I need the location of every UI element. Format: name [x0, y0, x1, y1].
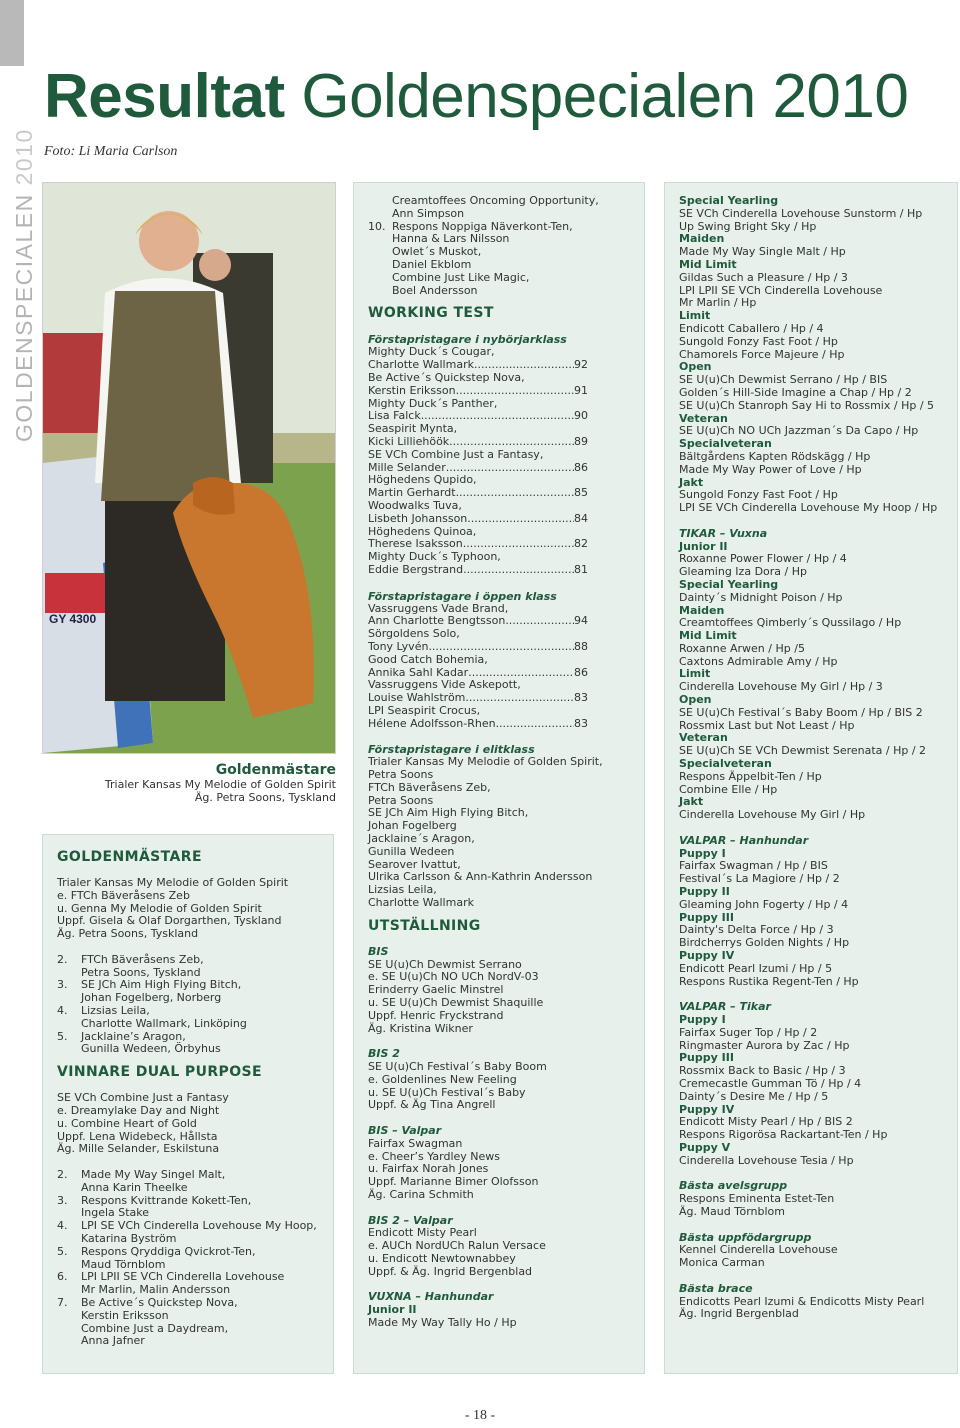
class-label: Puppy III — [679, 1051, 734, 1065]
result-line: u. SE U(u)Ch Festival´s Baby — [368, 1085, 526, 1099]
caption-line: Trialer Kansas My Melodie of Golden Spirit — [104, 778, 336, 791]
class-label: Limit — [679, 667, 711, 681]
result-line: Endicotts Pearl Izumi & Endicotts Misty Pearl — [679, 1294, 925, 1308]
placing: 4. Lizsias Leila, Charlotte Wallmark, Linköping — [57, 1003, 247, 1030]
result-line: SE U(u)Ch Dewmist Serrano — [368, 957, 522, 971]
placing: 4. LPI SE VCh Cinderella Lovehouse My Hoop, Katarina Byström — [57, 1219, 317, 1245]
result-line: Gleaming John Fogerty / Hp / 4 — [679, 897, 849, 911]
result-line: Uppf. Gisela & Olaf Dorgarthen, Tyskland — [57, 914, 282, 928]
class-label: Maiden — [679, 603, 725, 617]
owner-name: Ann Charlotte Bengtsson — [368, 614, 506, 628]
subsection-title: Förstapristagare i öppen klass — [368, 589, 557, 603]
owner-name: Kerstin Eriksson — [368, 383, 456, 397]
working-test-box — [353, 182, 645, 1374]
awards-list — [679, 1168, 943, 1322]
result-line: Johan Fogelberg — [368, 819, 457, 833]
winner-photo — [42, 182, 336, 754]
result-line: e. Cheer’s Yardley News — [368, 1149, 501, 1163]
score-value: 82 — [574, 537, 588, 551]
result-line: Made My Way Tally Ho / Hp — [368, 1315, 517, 1329]
placing: 6. LPI LPII SE VCh Cinderella Lovehouse Mr Marlin, Malin Andersson — [57, 1270, 285, 1297]
award-title: Bästa brace — [679, 1281, 753, 1295]
result-line: Endicott Caballero / Hp / 4 — [679, 321, 824, 335]
class-label: Special Yearling — [679, 194, 779, 207]
result-line: Uppf. & Äg Tina Angrell — [368, 1098, 496, 1112]
dog-name: SE VCh Combine Just a Fantasy, — [368, 447, 544, 461]
result-line: e. AUCh NordUCh Ralun Versace — [368, 1239, 546, 1253]
owner-name: Louise Wahlström — [368, 691, 466, 705]
result-line: Endicott Misty Pearl / Hp / BIS 2 — [679, 1115, 853, 1129]
result-line: Charlotte Wallmark — [368, 896, 474, 910]
result-line: Äg. Kristina Wikner — [368, 1021, 473, 1035]
class-label: Jakt — [679, 475, 704, 489]
class-label: Puppy II — [679, 885, 730, 899]
result-line: e. SE U(u)Ch NO UCh NordV-03 — [368, 970, 539, 984]
dog-name: Vassruggens Vade Brand, — [368, 601, 509, 615]
result-line: SE U(u)Ch Stanroph Say Hi to Rossmix / Hp / 5 — [679, 398, 935, 412]
result-line: Erinderry Gaelic Minstrel — [368, 983, 504, 997]
dog-name: Höghedens Quinoa, — [368, 524, 477, 538]
result-line: Respons Eminenta Estet-Ten — [679, 1192, 835, 1206]
group-title: BIS – Valpar — [368, 1124, 442, 1137]
result-line: Gunilla Wedeen — [368, 844, 455, 858]
placing: 10. Respons Noppiga Näverkont-Ten, Hanna & Lars Nilsson Owlet´s Muskot, Daniel Ekblom Combine Just Like Magic, Boel Andersson — [368, 219, 573, 297]
score-value: 83 — [574, 691, 588, 705]
result-line: Uppf. Marianne Bimer Olofsson — [368, 1175, 539, 1189]
result-line: Searover Ivattut, — [368, 857, 461, 871]
result-line: Dainty´s Desire Me / Hp / 5 — [679, 1089, 829, 1103]
section-heading: GOLDENMÄSTARE — [57, 849, 202, 865]
class-label: Limit — [679, 309, 711, 323]
dog-name: Vassruggens Vide Askepott, — [368, 678, 521, 692]
result-line: Dainty's Delta Force / Hp / 3 — [679, 923, 834, 937]
class-label: Puppy IV — [679, 949, 735, 963]
class-label: Junior II — [679, 539, 728, 553]
result-line: Rossmix Last but Not Least / Hp — [679, 718, 855, 732]
section-heading: VINNARE DUAL PURPOSE — [57, 1064, 262, 1081]
result-line: u. Combine Heart of Gold — [57, 1116, 197, 1130]
score-row — [368, 436, 588, 449]
result-line: e. Goldenlines New Feeling — [368, 1072, 517, 1086]
owner-name: Lisbeth Johansson — [368, 511, 468, 525]
placing: 3. SE JCh Aim High Flying Bitch, Johan Fogelberg, Norberg — [57, 978, 242, 1005]
owner-name: Martin Gerhardt — [368, 486, 456, 500]
result-line: Cinderella Lovehouse My Girl / Hp / 3 — [679, 680, 883, 694]
placing: 5. Respons Qryddiga Qvickrot-Ten, Maud Törnblom — [57, 1244, 256, 1271]
vertical-magazine-title: GOLDENSPECIALEN 2010 — [11, 128, 37, 442]
dot-leader — [456, 385, 574, 398]
spacer — [679, 1270, 943, 1283]
valpar-han-list — [679, 848, 943, 989]
owner-name: Tony Lyvén — [368, 639, 429, 653]
score-value: 91 — [574, 383, 588, 397]
result-line: Ulrika Carlsson & Ann-Kathrin Andersson — [368, 870, 593, 884]
group-title: BIS — [368, 944, 389, 958]
result-line: SE VCh Cinderella Lovehouse Sunstorm / Hp — [679, 206, 923, 220]
result-line: SE U(u)Ch Dewmist Serrano / Hp / BIS — [679, 373, 888, 387]
result-line: Äg. Ingrid Bergenblad — [679, 1307, 799, 1321]
class-label: Specialveteran — [679, 437, 772, 451]
result-line: Gleaming Iza Dora / Hp — [679, 565, 807, 579]
dot-leader — [456, 487, 574, 500]
photo-caption — [100, 762, 336, 804]
result-line: SE VCh Combine Just a Fantasy — [57, 1091, 229, 1105]
dot-leader — [467, 513, 574, 526]
result-line: SE JCh Aim High Flying Bitch, — [368, 806, 529, 820]
result-line: LPI SE VCh Cinderella Lovehouse My Hoop / Hp — [679, 501, 938, 515]
score-row — [368, 692, 588, 705]
owner-name: Eddie Bergstrand — [368, 562, 464, 576]
placing: 5. Jacklaine’s Aragon, Gunilla Wedeen, Örbyhus — [57, 1029, 221, 1056]
group-title: VALPAR – Hanhundar — [679, 833, 809, 847]
dot-leader — [505, 615, 574, 628]
class-label: Open — [679, 693, 712, 707]
result-line: Äg. Mille Selander, Eskilstuna — [57, 1142, 220, 1156]
placing: 7. Be Active´s Quickstep Nova, Kerstin Eriksson Combine Just a Daydream, Anna Jafner — [57, 1295, 238, 1348]
group-title: VALPAR – Tikar — [679, 1000, 771, 1014]
owner-name: Charlotte Wallmark — [368, 358, 474, 372]
result-line: Gildas Such a Pleasure / Hp / 3 — [679, 270, 848, 284]
result-line: Bältgårdens Kapten Rödskägg / Hp — [679, 449, 871, 463]
result-line: e. FTCh Bäveråsens Zeb — [57, 888, 190, 902]
class-label: Veteran — [679, 731, 728, 745]
result-line: SE U(u)Ch NO UCh Jazzman´s Da Capo / Hp — [679, 424, 919, 438]
award-title: Bästa uppfödargrupp — [679, 1230, 812, 1244]
photo-illustration — [43, 183, 335, 753]
group-title: VUXNA – Hanhundar — [368, 1290, 494, 1304]
subsection-title: Förstapristagare i nybörjarklass — [368, 333, 567, 347]
result-line: Äg. Petra Soons, Tyskland — [57, 927, 199, 941]
dot-leader — [465, 692, 574, 705]
result-line: Fairfax Swagman — [368, 1136, 463, 1150]
goldenmastare-box — [42, 834, 334, 1374]
score-value: 86 — [574, 665, 588, 679]
score-value: 84 — [574, 511, 588, 525]
result-line: Chamorels Force Majeure / Hp — [679, 347, 845, 361]
dot-leader — [428, 641, 574, 654]
score-row — [368, 385, 588, 398]
subsection-title: Förstapristagare i elitklass — [368, 743, 535, 757]
result-line: Jacklaine´s Aragon, — [368, 832, 475, 846]
result-line: Creamtoffees Qimberly´s Qussilago / Hp — [679, 616, 902, 630]
result-line: Trialer Kansas My Melodie of Golden Spirit — [57, 876, 289, 889]
result-line: Dainty´s Midnight Poison / Hp — [679, 590, 843, 604]
score-value: 86 — [574, 460, 588, 474]
svg-text:GY 4300: GY 4300 — [49, 612, 97, 626]
result-line: u. Fairfax Norah Jones — [368, 1162, 489, 1176]
dog-name: Höghedens Qupido, — [368, 473, 477, 487]
score-row — [368, 718, 588, 731]
owner-name: Lisa Falck — [368, 409, 421, 423]
result-line: Petra Soons — [368, 793, 434, 807]
result-line: Lizsias Leila, — [368, 883, 437, 897]
result-line: Fairfax Suger Top / Hp / 2 — [679, 1025, 818, 1039]
result-line: Mr Marlin / Hp — [679, 296, 757, 310]
dot-leader — [463, 564, 574, 577]
result-line: Respons Rustika Regent-Ten / Hp — [679, 974, 859, 988]
score-value: 92 — [574, 358, 588, 372]
result-line: SE U(u)Ch Festival´s Baby Boom — [368, 1060, 547, 1074]
dog-name: Sörgoldens Solo, — [368, 627, 460, 641]
spacer — [679, 1219, 943, 1232]
result-line: SE U(u)Ch Festival´s Baby Boom / Hp / BIS 2 — [679, 705, 923, 719]
score-row — [368, 641, 588, 654]
class-label: Puppy V — [679, 1140, 731, 1154]
result-line: Creamtoffees Oncoming Opportunity, — [392, 194, 599, 207]
result-line: u. SE U(u)Ch Dewmist Shaquille — [368, 996, 544, 1010]
placing: 2. Made My Way Singel Malt, Anna Karin Theelke — [57, 1167, 226, 1194]
dog-name: Seaspirit Mynta, — [368, 422, 458, 436]
tikar-list — [679, 541, 943, 823]
result-line: Uppf. Lena Widebeck, Hållsta — [57, 1129, 218, 1143]
result-line: Cinderella Lovehouse Tesia / Hp — [679, 1153, 854, 1167]
result-line: Respons Äppelbit-Ten / Hp — [679, 769, 822, 783]
result-line: Sungold Fonzy Fast Foot / Hp — [679, 488, 838, 502]
result-line: Made My Way Single Malt / Hp — [679, 245, 846, 259]
score-value: 85 — [574, 486, 588, 500]
score-row — [368, 513, 588, 526]
result-line: Respons Rigorösa Rackartant-Ten / Hp — [679, 1128, 888, 1142]
owner-name: Mille Selander — [368, 460, 446, 474]
result-line: Festival´s La Magiore / Hp / 2 — [679, 872, 840, 886]
dog-name: Good Catch Bohemia, — [368, 652, 488, 666]
result-line: Uppf. Henric Fryckstrand — [368, 1008, 504, 1022]
oppen-list — [368, 603, 630, 731]
elit-list — [368, 756, 630, 910]
result-line: Äg. Maud Törnblom — [679, 1204, 785, 1218]
result-line: Caxtons Admirable Amy / Hp — [679, 654, 838, 668]
result-line: Golden´s Hill-Side Imagine a Chap / Hp / 2 — [679, 385, 912, 399]
score-value: 83 — [574, 716, 588, 730]
class-label: Puppy I — [679, 1013, 726, 1026]
score-value: 90 — [574, 409, 588, 423]
dot-leader — [449, 436, 574, 449]
score-value: 89 — [574, 434, 588, 448]
dog-name: Mighty Duck´s Cougar, — [368, 345, 495, 359]
result-line: Ringmaster Aurora by Zac / Hp — [679, 1038, 850, 1052]
class-label: Puppy I — [679, 846, 726, 860]
nyborjare-list — [368, 346, 630, 576]
dog-name: LPI Seaspirit Crocus, — [368, 703, 481, 717]
caption-line: Äg. Petra Soons, Tyskland — [194, 791, 336, 804]
class-label: Open — [679, 360, 712, 374]
show-results-box — [664, 182, 958, 1374]
page-number: - 18 - — [464, 1408, 496, 1423]
result-line: Kennel Cinderella Lovehouse — [679, 1243, 838, 1257]
owner-name: Annika Sahl Kadar — [368, 665, 469, 679]
dot-leader — [496, 718, 574, 731]
page-title: Resultat Goldenspecialen 2010 — [44, 62, 909, 131]
result-line: Up Swing Bright Sky / Hp — [679, 219, 817, 233]
result-line: Rossmix Back to Basic / Hp / 3 — [679, 1064, 846, 1078]
placing: 2. FTCh Bäveråsens Zeb, Petra Soons, Tyskland — [57, 952, 204, 979]
result-line: Cremecastle Gumman Tö / Hp / 4 — [679, 1076, 862, 1090]
class-label: Mid Limit — [679, 629, 737, 643]
class-label: Specialveteran — [679, 757, 772, 771]
class-label: Special Yearling — [679, 577, 779, 591]
dog-name: Woodwalks Tuva, — [368, 498, 462, 512]
score-value: 88 — [574, 639, 588, 653]
photo-credit: Foto: Li Maria Carlson — [44, 144, 178, 159]
group-title: TIKAR – Vuxna — [679, 526, 768, 540]
result-line: Combine Elle / Hp — [679, 782, 778, 796]
class-label: Puppy IV — [679, 1102, 735, 1116]
result-line: SE U(u)Ch SE VCh Dewmist Serenata / Hp / 2 — [679, 744, 927, 758]
result-line: LPI LPII SE VCh Cinderella Lovehouse — [679, 283, 883, 297]
result-line: Petra Soons — [368, 768, 434, 782]
score-value: 94 — [574, 614, 588, 628]
result-line: Endicott Pearl Izumi / Hp / 5 — [679, 961, 833, 975]
bis-list — [368, 946, 630, 1292]
owner-name: Hélene Adolfsson-Rhen — [368, 716, 496, 730]
group-title: BIS 2 – Valpar — [368, 1213, 453, 1227]
result-line: Endicott Misty Pearl — [368, 1226, 477, 1240]
result-line: Äg. Carina Schmith — [368, 1187, 474, 1201]
class-label: Jakt — [679, 795, 704, 809]
valpar-tik-list — [679, 1014, 943, 1168]
result-line: Birdcherrys Golden Nights / Hp — [679, 936, 850, 950]
owner-name: Kicki Lilliehöök — [368, 434, 450, 448]
result-line: e. Dreamylake Day and Night — [57, 1103, 220, 1117]
dog-name: Mighty Duck´s Typhoon, — [368, 550, 501, 564]
spacer — [368, 1202, 630, 1215]
caption-title: Goldenmästare — [215, 762, 336, 778]
dog-name: Be Active´s Quickstep Nova, — [368, 370, 525, 384]
group-title: BIS 2 — [368, 1047, 400, 1061]
result-line: Sungold Fonzy Fast Foot / Hp — [679, 334, 838, 348]
award-title: Bästa avelsgrupp — [679, 1179, 788, 1193]
result-line: FTCh Bäveråsens Zeb, — [368, 780, 491, 794]
result-line: Ann Simpson — [392, 206, 465, 220]
score-value: 81 — [574, 562, 588, 576]
result-line: Roxanne Arwen / Hp /5 — [679, 641, 805, 655]
result-line: Cinderella Lovehouse My Girl / Hp — [679, 808, 866, 822]
spacer — [368, 1035, 630, 1048]
class-label: Maiden — [679, 232, 725, 246]
score-row — [368, 564, 588, 577]
class-label: Mid Limit — [679, 257, 737, 271]
result-line: u. Genna My Melodie of Golden Spirit — [57, 901, 262, 915]
owner-name: Therese Isaksson — [368, 537, 463, 551]
dog-name: Mighty Duck´s Panther, — [368, 396, 498, 410]
class-label: Junior II — [368, 1303, 417, 1317]
result-line: Uppf. & Äg. Ingrid Bergenblad — [368, 1264, 533, 1278]
class-label: Veteran — [679, 411, 728, 425]
result-line: u. Endicott Newtownabbey — [368, 1251, 516, 1265]
result-line: Trialer Kansas My Melodie of Golden Spirit, — [368, 755, 603, 769]
placing: 3. Respons Kvittrande Kokett-Ten, Ingela Stake — [57, 1193, 252, 1220]
result-line: Roxanne Power Flower / Hp / 4 — [679, 552, 847, 566]
result-line: Monica Carman — [679, 1256, 765, 1270]
section-heading: UTSTÄLLNING — [368, 917, 481, 934]
section-heading: WORKING TEST — [368, 305, 494, 322]
result-line: Made My Way Power of Love / Hp — [679, 462, 862, 476]
class-label: Puppy III — [679, 910, 734, 924]
hanhundar-list — [679, 195, 943, 515]
result-line: Fairfax Swagman / Hp / BIS — [679, 859, 828, 873]
